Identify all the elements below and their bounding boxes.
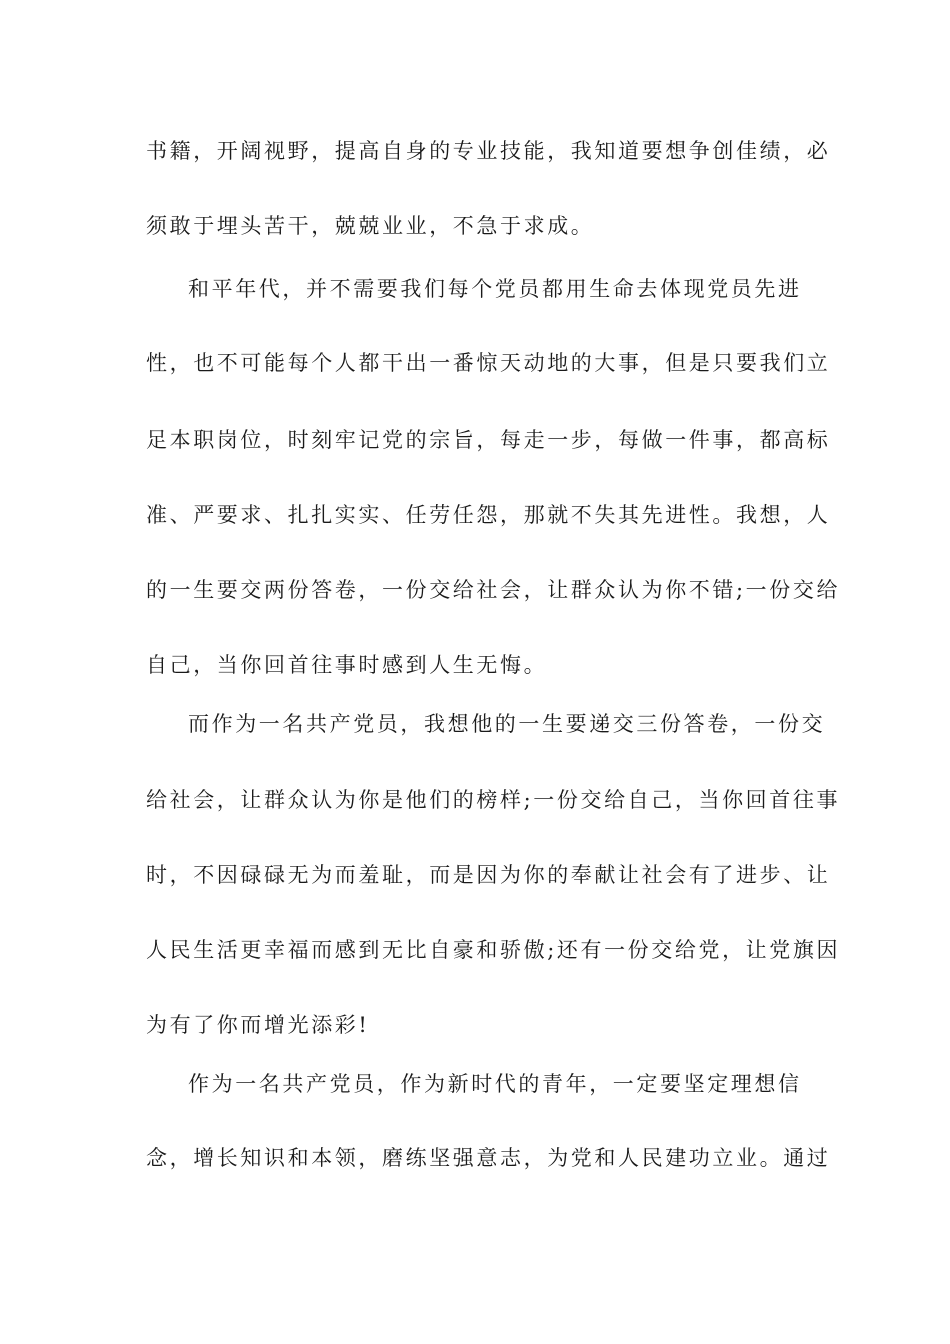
text-line: 为有了你而增光添彩! <box>146 1013 370 1037</box>
paragraph-first-line: 作为一名共产党员，作为新时代的青年，一定要坚定理想信 <box>188 1072 802 1096</box>
text-line: 准、严要求、扎扎实实、任劳任怨，那就不失其先进性。我想，人 <box>146 503 831 527</box>
text-line: 性，也不可能每个人都干出一番惊天动地的大事，但是只要我们立 <box>146 351 831 375</box>
text-line: 人民生活更幸福而感到无比自豪和骄傲;还有一份交给党，让党旗因 <box>146 938 841 962</box>
text-line: 时，不因碌碌无为而羞耻，而是因为你的奉献让社会有了进步、让 <box>146 863 831 887</box>
paragraph-first-line: 和平年代，并不需要我们每个党员都用生命去体现党员先进 <box>188 277 802 301</box>
text-line: 的一生要交两份答卷，一份交给社会，让群众认为你不错;一份交给 <box>146 578 841 602</box>
text-line: 须敢于埋头苦干，兢兢业业，不急于求成。 <box>146 214 595 238</box>
text-line: 念，增长知识和本领，磨练坚强意志，为党和人民建功立业。通过 <box>146 1146 831 1170</box>
text-line: 给社会，让群众认为你是他们的榜样;一份交给自己，当你回首往事 <box>146 788 841 812</box>
text-line: 书籍，开阔视野，提高自身的专业技能，我知道要想争创佳绩，必 <box>146 139 831 163</box>
text-line: 自己，当你回首往事时感到人生无悔。 <box>146 653 548 677</box>
paragraph-first-line: 而作为一名共产党员，我想他的一生要递交三份答卷，一份交 <box>188 712 826 736</box>
text-line: 足本职岗位，时刻牢记党的宗旨，每走一步，每做一件事，都高标 <box>146 428 831 452</box>
